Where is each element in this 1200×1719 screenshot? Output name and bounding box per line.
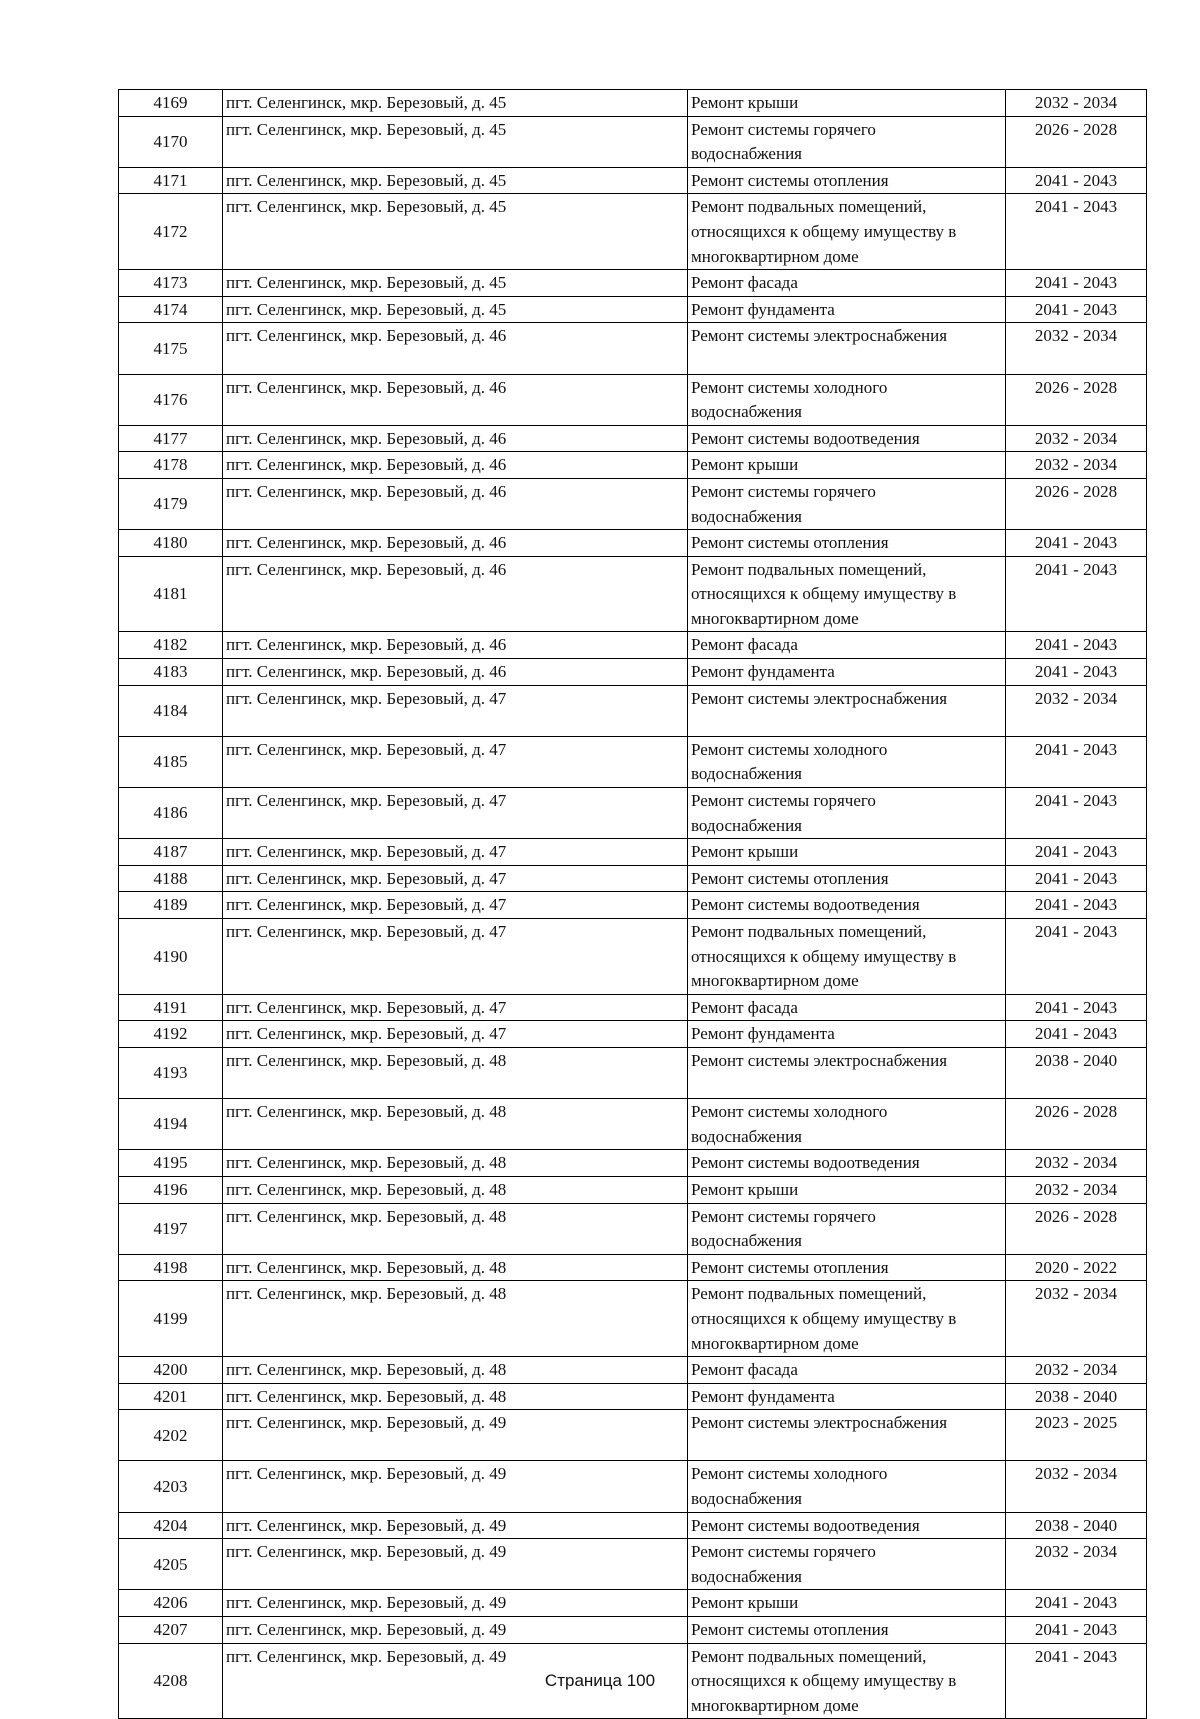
- row-number: 4181: [119, 556, 223, 632]
- period-cell: 2023 - 2025: [1006, 1410, 1147, 1461]
- table-row: [119, 556, 1147, 632]
- period-cell: 2041 - 2043: [1006, 1617, 1147, 1644]
- row-number: 4189: [119, 892, 223, 919]
- work-type-cell: [688, 892, 1006, 919]
- table-row: [119, 865, 1147, 892]
- row-number: 4183: [119, 659, 223, 686]
- address-cell: пгт. Селенгинск, мкр. Березовый, д. 47: [223, 1021, 688, 1048]
- address-cell: пгт. Селенгинск, мкр. Березовый, д. 47: [223, 919, 688, 995]
- row-number: 4185: [119, 736, 223, 787]
- period-cell: 2032 - 2034: [1006, 1539, 1147, 1590]
- work-type-line: водоснабжения: [691, 815, 802, 835]
- period-cell: 2038 - 2040: [1006, 1512, 1147, 1539]
- address-cell: пгт. Селенгинск, мкр. Березовый, д. 47: [223, 865, 688, 892]
- address-cell: пгт. Селенгинск, мкр. Березовый, д. 49: [223, 1590, 688, 1617]
- work-type-line: [691, 711, 1002, 736]
- table-row: [119, 270, 1147, 297]
- row-number: 4180: [119, 530, 223, 557]
- work-type-line: Ремонт системы отопления: [691, 868, 889, 888]
- period-cell: 2032 - 2034: [1006, 685, 1147, 736]
- row-number: 4178: [119, 452, 223, 479]
- row-number: 4190: [119, 919, 223, 995]
- period-cell: 2041 - 2043: [1006, 994, 1147, 1021]
- work-type-cell: [688, 90, 1006, 117]
- table-row: [119, 1203, 1147, 1254]
- work-type-cell: [688, 425, 1006, 452]
- period-cell: 2032 - 2034: [1006, 1150, 1147, 1177]
- row-number: 4172: [119, 194, 223, 270]
- row-number: 4207: [119, 1617, 223, 1644]
- table-row: [119, 452, 1147, 479]
- work-type-line: Ремонт системы электроснабжения: [691, 1413, 948, 1433]
- row-number: 4175: [119, 323, 223, 374]
- row-number: 4194: [119, 1099, 223, 1150]
- work-type-cell: [688, 296, 1006, 323]
- period-cell: 2026 - 2028: [1006, 116, 1147, 167]
- work-type-line: многоквартирном доме: [691, 971, 859, 991]
- period-cell: 2032 - 2034: [1006, 1281, 1147, 1357]
- work-type-cell: [688, 1410, 1006, 1461]
- row-number: 4193: [119, 1047, 223, 1098]
- work-type-cell: [688, 530, 1006, 557]
- work-type-cell: [688, 659, 1006, 686]
- period-cell: 2041 - 2043: [1006, 270, 1147, 297]
- table-row: [119, 296, 1147, 323]
- work-type-line: Ремонт системы холодного: [691, 377, 888, 397]
- period-cell: 2020 - 2022: [1006, 1254, 1147, 1281]
- table-row: [119, 632, 1147, 659]
- address-cell: пгт. Селенгинск, мкр. Березовый, д. 46: [223, 556, 688, 632]
- table-row: [119, 736, 1147, 787]
- period-cell: 2041 - 2043: [1006, 530, 1147, 557]
- row-number: 4171: [119, 167, 223, 194]
- row-number: 4196: [119, 1176, 223, 1203]
- address-cell: пгт. Селенгинск, мкр. Березовый, д. 48: [223, 1281, 688, 1357]
- work-type-cell: [688, 116, 1006, 167]
- work-type-line: многоквартирном доме: [691, 1333, 859, 1353]
- work-type-cell: [688, 167, 1006, 194]
- address-cell: пгт. Селенгинск, мкр. Березовый, д. 47: [223, 788, 688, 839]
- work-type-line: относящихся к общему имуществу в: [691, 221, 957, 241]
- work-type-line: относящихся к общему имуществу в: [691, 1671, 957, 1691]
- work-type-cell: [688, 478, 1006, 529]
- work-type-line: Ремонт системы отопления: [691, 1257, 889, 1277]
- work-type-line: Ремонт фасада: [691, 635, 798, 655]
- work-type-line: Ремонт крыши: [691, 842, 799, 862]
- row-number: 4184: [119, 685, 223, 736]
- row-number: 4192: [119, 1021, 223, 1048]
- row-number: 4186: [119, 788, 223, 839]
- capital-repair-table: [118, 89, 1147, 1719]
- address-cell: пгт. Селенгинск, мкр. Березовый, д. 47: [223, 994, 688, 1021]
- work-type-cell: [688, 1099, 1006, 1150]
- work-type-cell: [688, 1590, 1006, 1617]
- table-row: [119, 1410, 1147, 1461]
- table-row: [119, 659, 1147, 686]
- address-cell: пгт. Селенгинск, мкр. Березовый, д. 45: [223, 296, 688, 323]
- work-type-line: Ремонт системы электроснабжения: [691, 326, 948, 346]
- period-cell: 2032 - 2034: [1006, 323, 1147, 374]
- address-cell: пгт. Селенгинск, мкр. Березовый, д. 49: [223, 1617, 688, 1644]
- row-number: 4177: [119, 425, 223, 452]
- work-type-cell: [688, 1047, 1006, 1098]
- table-row: [119, 1617, 1147, 1644]
- table-row: [119, 685, 1147, 736]
- table-row: [119, 788, 1147, 839]
- row-number: 4199: [119, 1281, 223, 1357]
- table-row: [119, 1512, 1147, 1539]
- page-number: Страница 100: [544, 1671, 656, 1690]
- work-type-line: Ремонт фундамента: [691, 662, 835, 682]
- work-type-line: Ремонт системы водоотведения: [691, 1153, 920, 1173]
- work-type-line: Ремонт системы отопления: [691, 170, 889, 190]
- table-row: [119, 1021, 1147, 1048]
- address-cell: пгт. Селенгинск, мкр. Березовый, д. 48: [223, 1203, 688, 1254]
- work-type-line: относящихся к общему имуществу в: [691, 1308, 957, 1328]
- work-type-line: водоснабжения: [691, 1231, 802, 1251]
- period-cell: 2032 - 2034: [1006, 1461, 1147, 1512]
- work-type-line: относящихся к общему имуществу в: [691, 946, 957, 966]
- work-type-cell: [688, 1176, 1006, 1203]
- work-type-line: Ремонт системы электроснабжения: [691, 1050, 948, 1070]
- work-type-cell: [688, 632, 1006, 659]
- period-cell: 2041 - 2043: [1006, 788, 1147, 839]
- period-cell: 2041 - 2043: [1006, 632, 1147, 659]
- work-type-line: водоснабжения: [691, 402, 802, 422]
- address-cell: пгт. Селенгинск, мкр. Березовый, д. 45: [223, 194, 688, 270]
- row-number: 4204: [119, 1512, 223, 1539]
- address-cell: пгт. Селенгинск, мкр. Березовый, д. 48: [223, 1357, 688, 1384]
- address-cell: пгт. Селенгинск, мкр. Березовый, д. 48: [223, 1047, 688, 1098]
- table-row: [119, 919, 1147, 995]
- work-type-line: Ремонт системы отопления: [691, 1620, 889, 1640]
- work-type-line: водоснабжения: [691, 764, 802, 784]
- address-cell: пгт. Селенгинск, мкр. Березовый, д. 49: [223, 1512, 688, 1539]
- period-cell: 2041 - 2043: [1006, 659, 1147, 686]
- work-type-line: Ремонт подвальных помещений,: [691, 559, 927, 579]
- period-cell: 2041 - 2043: [1006, 167, 1147, 194]
- row-number: 4206: [119, 1590, 223, 1617]
- work-type-line: относящихся к общему имуществу в: [691, 584, 957, 604]
- work-type-line: [691, 1074, 1002, 1099]
- row-number: 4191: [119, 994, 223, 1021]
- table-row: [119, 1281, 1147, 1357]
- work-type-line: Ремонт системы горячего: [691, 1542, 876, 1562]
- work-type-line: водоснабжения: [691, 1126, 802, 1146]
- row-number: 4187: [119, 839, 223, 866]
- work-type-cell: [688, 736, 1006, 787]
- period-cell: 2041 - 2043: [1006, 556, 1147, 632]
- work-type-line: Ремонт системы водоотведения: [691, 1515, 920, 1535]
- work-type-line: Ремонт системы горячего: [691, 119, 876, 139]
- work-type-line: Ремонт крыши: [691, 1593, 799, 1613]
- table-row: [119, 892, 1147, 919]
- address-cell: пгт. Селенгинск, мкр. Березовый, д. 45: [223, 270, 688, 297]
- period-cell: 2041 - 2043: [1006, 1643, 1147, 1719]
- work-type-line: Ремонт крыши: [691, 1179, 799, 1199]
- work-type-cell: [688, 323, 1006, 374]
- address-cell: пгт. Селенгинск, мкр. Березовый, д. 46: [223, 632, 688, 659]
- work-type-line: Ремонт крыши: [691, 93, 799, 112]
- period-cell: 2041 - 2043: [1006, 839, 1147, 866]
- row-number: 4203: [119, 1461, 223, 1512]
- row-number: 4198: [119, 1254, 223, 1281]
- work-type-line: [691, 1436, 1002, 1461]
- table-row: [119, 1383, 1147, 1410]
- address-cell: пгт. Селенгинск, мкр. Березовый, д. 47: [223, 839, 688, 866]
- table-row: [119, 1590, 1147, 1617]
- work-type-line: Ремонт системы электроснабжения: [691, 688, 948, 708]
- row-number: 4169: [119, 90, 223, 117]
- table-row: [119, 323, 1147, 374]
- address-cell: пгт. Селенгинск, мкр. Березовый, д. 46: [223, 452, 688, 479]
- address-cell: пгт. Селенгинск, мкр. Березовый, д. 49: [223, 1410, 688, 1461]
- work-type-line: Ремонт фундамента: [691, 299, 835, 319]
- table-row: [119, 116, 1147, 167]
- period-cell: 2041 - 2043: [1006, 194, 1147, 270]
- table-row: [119, 1047, 1147, 1098]
- work-type-cell: [688, 1617, 1006, 1644]
- row-number: 4208: [119, 1643, 223, 1719]
- address-cell: пгт. Селенгинск, мкр. Березовый, д. 48: [223, 1150, 688, 1177]
- work-type-line: Ремонт системы горячего: [691, 481, 876, 501]
- address-cell: пгт. Селенгинск, мкр. Березовый, д. 46: [223, 478, 688, 529]
- work-type-line: Ремонт системы холодного: [691, 739, 888, 759]
- work-type-line: многоквартирном доме: [691, 246, 859, 266]
- table-row: [119, 425, 1147, 452]
- work-type-cell: [688, 1150, 1006, 1177]
- address-cell: пгт. Селенгинск, мкр. Березовый, д. 46: [223, 659, 688, 686]
- work-type-line: Ремонт системы водоотведения: [691, 895, 920, 915]
- work-type-cell: [688, 1539, 1006, 1590]
- address-cell: пгт. Селенгинск, мкр. Березовый, д. 45: [223, 167, 688, 194]
- table-row: [119, 90, 1147, 117]
- work-type-cell: [688, 270, 1006, 297]
- row-number: 4201: [119, 1383, 223, 1410]
- period-cell: 2041 - 2043: [1006, 1590, 1147, 1617]
- table-row: [119, 1254, 1147, 1281]
- work-type-line: Ремонт фасада: [691, 997, 798, 1017]
- work-type-line: Ремонт подвальных помещений,: [691, 197, 927, 217]
- table-row: [119, 530, 1147, 557]
- table-row: [119, 1099, 1147, 1150]
- work-type-line: Ремонт системы горячего: [691, 791, 876, 811]
- work-type-cell: [688, 865, 1006, 892]
- work-type-cell: [688, 556, 1006, 632]
- address-cell: пгт. Селенгинск, мкр. Березовый, д. 48: [223, 1099, 688, 1150]
- row-number: 4200: [119, 1357, 223, 1384]
- period-cell: 2041 - 2043: [1006, 296, 1147, 323]
- work-type-line: Ремонт подвальных помещений,: [691, 922, 927, 941]
- address-cell: пгт. Селенгинск, мкр. Березовый, д. 47: [223, 685, 688, 736]
- work-type-line: водоснабжения: [691, 144, 802, 164]
- work-type-cell: [688, 1357, 1006, 1384]
- table-row: [119, 1539, 1147, 1590]
- work-type-cell: [688, 1281, 1006, 1357]
- table-row: [119, 1176, 1147, 1203]
- work-type-line: водоснабжения: [691, 1566, 802, 1586]
- address-cell: пгт. Селенгинск, мкр. Березовый, д. 45: [223, 116, 688, 167]
- work-type-cell: [688, 788, 1006, 839]
- table-row: [119, 478, 1147, 529]
- address-cell: пгт. Селенгинск, мкр. Березовый, д. 49: [223, 1643, 688, 1719]
- address-cell: пгт. Селенгинск, мкр. Березовый, д. 45: [223, 90, 688, 117]
- work-type-cell: [688, 919, 1006, 995]
- address-cell: пгт. Селенгинск, мкр. Березовый, д. 46: [223, 374, 688, 425]
- address-cell: пгт. Селенгинск, мкр. Березовый, д. 48: [223, 1254, 688, 1281]
- period-cell: 2032 - 2034: [1006, 425, 1147, 452]
- address-cell: пгт. Селенгинск, мкр. Березовый, д. 49: [223, 1461, 688, 1512]
- period-cell: 2032 - 2034: [1006, 90, 1147, 117]
- address-cell: пгт. Селенгинск, мкр. Березовый, д. 48: [223, 1176, 688, 1203]
- address-cell: пгт. Селенгинск, мкр. Березовый, д. 46: [223, 425, 688, 452]
- row-number: 4195: [119, 1150, 223, 1177]
- row-number: 4182: [119, 632, 223, 659]
- period-cell: 2038 - 2040: [1006, 1383, 1147, 1410]
- work-type-cell: [688, 194, 1006, 270]
- address-cell: пгт. Селенгинск, мкр. Березовый, д. 48: [223, 1383, 688, 1410]
- table-row: [119, 994, 1147, 1021]
- work-type-line: многоквартирном доме: [691, 1695, 859, 1715]
- work-type-line: Ремонт системы водоотведения: [691, 428, 920, 448]
- work-type-line: Ремонт системы отопления: [691, 533, 889, 553]
- row-number: 4179: [119, 478, 223, 529]
- period-cell: 2041 - 2043: [1006, 1021, 1147, 1048]
- period-cell: 2038 - 2040: [1006, 1047, 1147, 1098]
- row-number: 4197: [119, 1203, 223, 1254]
- work-type-cell: [688, 1254, 1006, 1281]
- table-row: [119, 1150, 1147, 1177]
- address-cell: пгт. Селенгинск, мкр. Березовый, д. 47: [223, 736, 688, 787]
- work-type-line: [691, 349, 1002, 374]
- row-number: 4188: [119, 865, 223, 892]
- work-type-cell: [688, 1512, 1006, 1539]
- period-cell: 2041 - 2043: [1006, 865, 1147, 892]
- work-type-cell: [688, 374, 1006, 425]
- work-type-cell: [688, 685, 1006, 736]
- row-number: 4205: [119, 1539, 223, 1590]
- period-cell: 2026 - 2028: [1006, 478, 1147, 529]
- work-type-line: водоснабжения: [691, 1489, 802, 1509]
- table-row: [119, 1461, 1147, 1512]
- work-type-line: Ремонт подвальных помещений,: [691, 1646, 927, 1666]
- work-type-line: многоквартирном доме: [691, 608, 859, 628]
- work-type-line: Ремонт фасада: [691, 273, 798, 293]
- work-type-line: водоснабжения: [691, 506, 802, 526]
- work-type-cell: [688, 994, 1006, 1021]
- table-row: [119, 374, 1147, 425]
- table-body: [119, 90, 1147, 1719]
- address-cell: пгт. Селенгинск, мкр. Березовый, д. 49: [223, 1539, 688, 1590]
- work-type-cell: [688, 1461, 1006, 1512]
- period-cell: 2032 - 2034: [1006, 452, 1147, 479]
- work-type-cell: [688, 452, 1006, 479]
- work-type-line: Ремонт фундамента: [691, 1386, 835, 1406]
- row-number: 4174: [119, 296, 223, 323]
- period-cell: 2041 - 2043: [1006, 919, 1147, 995]
- work-type-line: Ремонт подвальных помещений,: [691, 1284, 927, 1304]
- work-type-line: Ремонт системы холодного: [691, 1102, 888, 1122]
- address-cell: пгт. Селенгинск, мкр. Березовый, д. 46: [223, 530, 688, 557]
- work-type-cell: [688, 1021, 1006, 1048]
- row-number: 4202: [119, 1410, 223, 1461]
- work-type-cell: [688, 839, 1006, 866]
- address-cell: пгт. Селенгинск, мкр. Березовый, д. 47: [223, 892, 688, 919]
- work-type-line: Ремонт системы холодного: [691, 1464, 888, 1484]
- work-type-cell: [688, 1203, 1006, 1254]
- row-number: 4176: [119, 374, 223, 425]
- work-type-line: Ремонт крыши: [691, 455, 799, 475]
- period-cell: 2041 - 2043: [1006, 736, 1147, 787]
- row-number: 4170: [119, 116, 223, 167]
- table-row: [119, 839, 1147, 866]
- period-cell: 2026 - 2028: [1006, 1099, 1147, 1150]
- work-type-line: Ремонт фундамента: [691, 1024, 835, 1044]
- row-number: 4173: [119, 270, 223, 297]
- period-cell: 2026 - 2028: [1006, 374, 1147, 425]
- address-cell: пгт. Селенгинск, мкр. Березовый, д. 46: [223, 323, 688, 374]
- work-type-cell: [688, 1383, 1006, 1410]
- period-cell: 2026 - 2028: [1006, 1203, 1147, 1254]
- table-row: [119, 167, 1147, 194]
- work-type-line: Ремонт системы горячего: [691, 1206, 876, 1226]
- table-row: [119, 194, 1147, 270]
- period-cell: 2032 - 2034: [1006, 1176, 1147, 1203]
- table-row: [119, 1357, 1147, 1384]
- work-type-line: Ремонт фасада: [691, 1360, 798, 1380]
- period-cell: 2041 - 2043: [1006, 892, 1147, 919]
- period-cell: 2032 - 2034: [1006, 1357, 1147, 1384]
